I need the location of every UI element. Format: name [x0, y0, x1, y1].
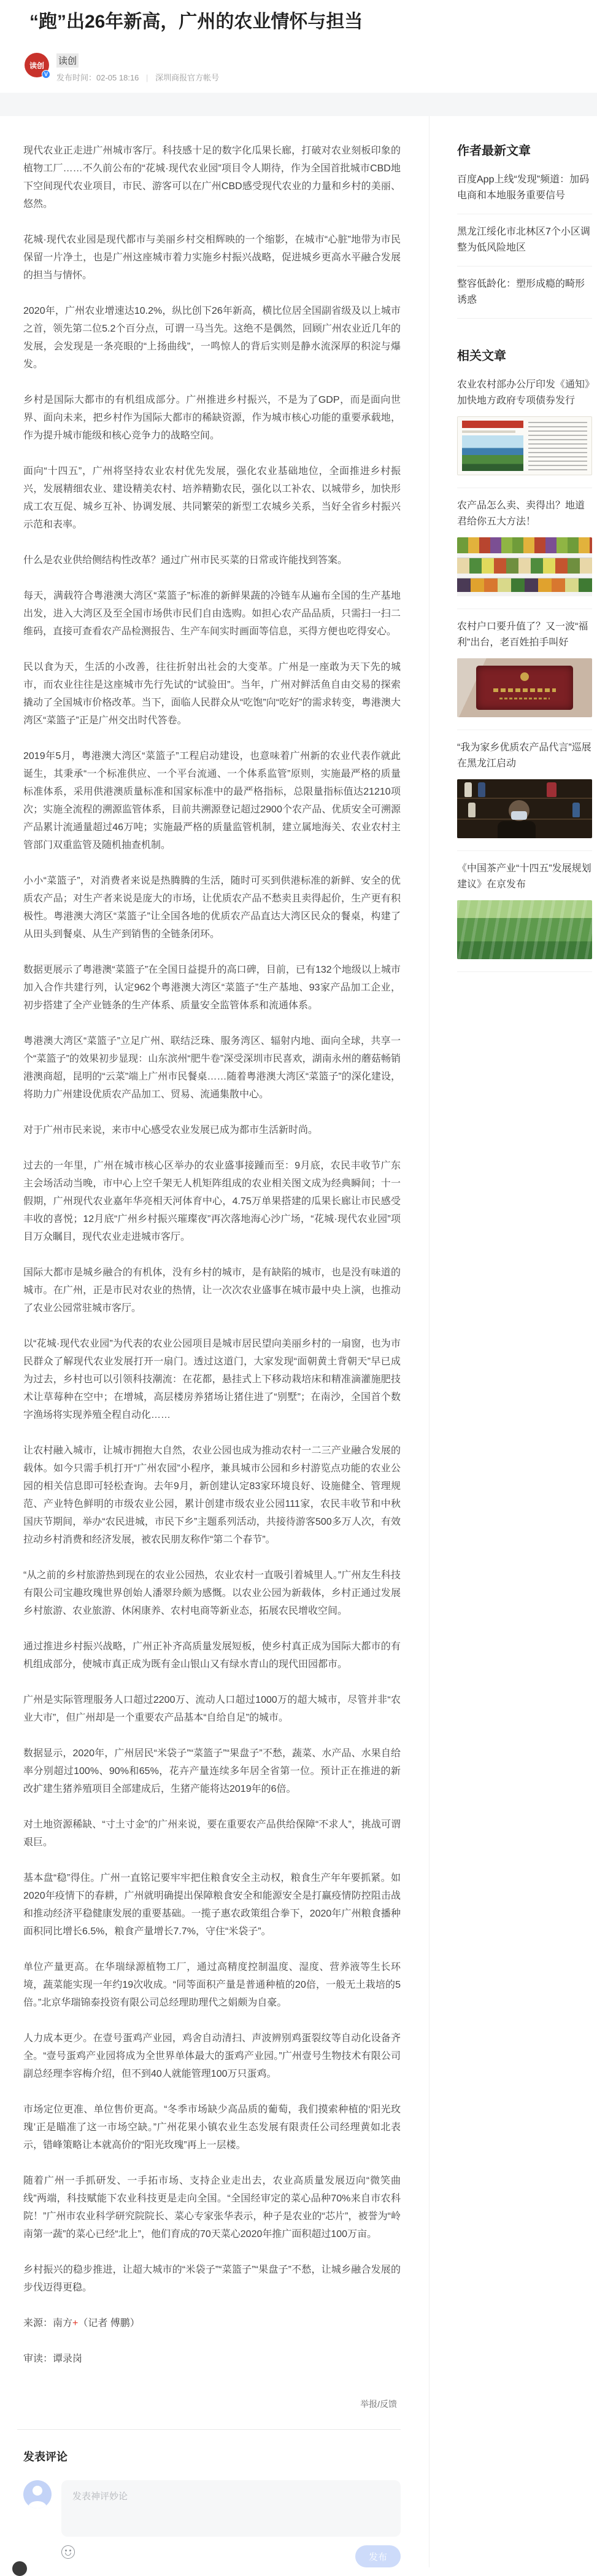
related-article-item[interactable] [457, 730, 592, 851]
related-article-item[interactable] [457, 367, 592, 488]
booklet-subtitle-line [499, 698, 550, 699]
article-body [23, 142, 401, 2297]
article-paragraph: 过去的一年里，广州在城市核心区举办的农业盛事接踵而至：9月底，农民丰收节广东主会场活动当晚，市中心上空千架无人机矩阵组成的农业相关图文成为经典瞬间；十一假期，广州现代农业嘉年华亮相天河体育中心，4.75万单果搭建的瓜果长廊让市民感受丰收的喜悦；12月底“广州乡村振兴璀璨夜”再次落地海心沙广场，“花城·现代农业园”项目万众瞩目，现代农业走进城市客厅。 [23, 1161, 401, 1242]
article-paragraph: 对于广州市民来说，来市中心感受农业发展已成为都市生活新时尚。 [23, 1125, 318, 1135]
related-articles-block [457, 346, 592, 972]
tea-field-thumbnail [457, 900, 592, 959]
magazine-landscape-photo [462, 435, 523, 471]
article-footer [23, 2314, 401, 2368]
content-columns [0, 116, 597, 2567]
emoji-mouth-icon [65, 2553, 71, 2556]
gold-emblem-icon [520, 672, 529, 681]
avatar-partial [12, 2561, 27, 2576]
related-article-item[interactable] [457, 851, 592, 972]
related-article-title: 农业农村部办公厅印发《通知》加快地方政府专项债券发行 [457, 379, 590, 406]
article-paragraph: 小小“菜篮子”，对消费者来说是热腾腾的生活，随时可买到供港标准的新鲜、安全的优质农产品；对生产者来说是庞大的市场，让优质农产品不愁卖且卖得起价，生产更有积极性。粤港澳大湾区“菜篮子”让全国各地的优质农产品直达大湾区民众的餐桌，构建了从田头到餐桌、从生产到销售的全链条闭环。 [23, 876, 401, 940]
sidebar [429, 116, 597, 1009]
related-article-title: “我为家乡优质农产品代言”巡展在黑龙江启动 [457, 742, 591, 769]
main-column [0, 116, 429, 2567]
account-label: 深圳商报官方帐号 [155, 73, 220, 82]
article-paragraph: 每天，满载符合粤港澳大湾区“菜篮子”标准的新鲜果蔬的冷链车从遍布全国的生产基地出发，进入大湾区及至全国市场供市民们自由选购。如担心农产品品质，只需扫一扫二维码，直接可查看农产品检测报告、生产车间实时画面等信息，买得方便也吃得安心。 [23, 591, 401, 637]
author-article-item[interactable]: 整容低龄化：塑形成瘾的畸形诱惑 [457, 267, 592, 319]
bottle [547, 782, 557, 797]
article-paragraph: 国际大都市是城乡融合的有机体，没有乡村的城市，是有缺陷的城市，也是没有味道的城市。在广州，正是市民对农业的热情，让一次次农业盛事在城市最中央上演，也推动了农业公园常驻城市客厅。 [23, 1267, 401, 1313]
related-article-item[interactable] [457, 609, 592, 730]
produce-row [457, 537, 592, 553]
page-title: “跑”出26年新高，广州的农业情怀与担当 [29, 12, 363, 32]
publish-time: 02-05 18:16 [96, 73, 139, 82]
publish-time-label: 发布时间： [56, 73, 97, 82]
article-paragraph: 人力成本更少。在壹号蛋鸡产业园，鸡舍自动清扫、声波辨别鸡蛋裂纹等自动化设备齐全。“壹号蛋鸡产业园将成为全世界单体最大的蛋鸡产业园。”广州壹号生物技术有限公司副总经理李容梅介绍，但不到40人就能管理100万只蛋鸡。 [23, 2033, 401, 2079]
source-plus: + [72, 2318, 79, 2329]
shelf-bar [457, 574, 592, 578]
article-paragraph: 2020年，广州农业增速达10.2%，纵比创下26年新高，横比位居全国副省级及以上城市之首，领先第二位5.2个百分点，可谓一马当先。这绝不是偶然，回顾广州农业近几年的发展，会发现是一条亮眼的“上扬曲线”，一鸣惊人的背后实则是静水流深厚的积淀与爆发。 [23, 306, 401, 370]
article-paragraph: 数据显示，2020年，广州居民“米袋子”“菜篮子”“果盘子”不愁，蔬菜、水产品、水果自给率分别超过100%、90%和65%，花卉产量连续多年居全省第一位。预计正在推进的新改扩建生猪养殖项目全部建成后，生猪产能将达2019年的6倍。 [23, 1748, 401, 1794]
section-divider-band [0, 93, 597, 116]
article-paragraph: 乡村是国际大都市的有机组成部分。广州推进乡村振兴，不是为了GDP，而是面向世界、面向未来，把乡村作为国际大都市的稀缺资源，作为城市核心功能的重要承载地，作为提升城市能级和核心竞争力的战略空间。 [23, 395, 401, 441]
person-body [498, 821, 536, 838]
article-paragraph: 乡村振兴的稳步推进，让超大城市的“米袋子”“菜篮子”“果盘子”不愁，让城乡融合发展的步伐迈得更稳。 [23, 2265, 401, 2293]
article-paragraph: 对土地资源稀缺、“寸土寸金”的广州来说，要在重要农产品供给保障“不求人”，挑战可谓艰巨。 [23, 1819, 401, 1848]
report-row [23, 2397, 401, 2411]
author-info [56, 53, 219, 83]
article-paragraph: 广州是实际管理服务人口超过2200万、流动人口超过1000万的超大城市，尽管并非“农业大市”，但广州却是一个重要农产品基本“自给自足”的城市。 [23, 1695, 401, 1723]
article-paragraph: 随着广州一手抓研发、一手拓市场、支持企业走出去，农业高质量发展迈向“微笑曲线”两端，科技赋能下农业科技更是走向全国。“全国经审定的菜心品种70%来自市农科院！”广州市农业科学研究院院长、菜心专家张华表示，种子是农业的“芯片”，被誉为“岭南第一蔬”的菜心已经“北上”，他们育成的70天菜心2020年推广面积超过100万亩。 [23, 2176, 401, 2239]
related-articles-heading: 相关文章 [457, 349, 506, 363]
magazine-cover-thumbnail [457, 416, 592, 475]
review-line: 审读：谭录岗 [23, 2354, 83, 2364]
article-paragraph: 单位产量更高。在华瑞绿源植物工厂，通过高精度控制温度、湿度、营养液等生长环境，蔬菜能实现一年约19次收成。“同等面积产量是普通种植的20倍，一般无土栽培的5倍。”北京华瑞锦泰投资有限公司总经理助理代之娟颇为自豪。 [23, 1962, 401, 2008]
article-paragraph: 粤港澳大湾区“菜篮子”立足广州、联结泛珠、服务湾区、辐射内地、面向全球，共享一个“菜篮子”的效果初步显现：山东滨州“肥牛卷”深受深圳市民喜欢，湖南永州的蘑菇畅销港澳商超，昆明的“云菜”端上广州市民餐桌……随着粤港澳大湾区“菜篮子”的深化建设，将助力广州建设优质农产品加工、贸易、流通集散中心。 [23, 1036, 401, 1100]
comment-heading: 发表评论 [23, 2451, 67, 2463]
author-avatar[interactable] [25, 53, 49, 77]
article-paragraph: 面向“十四五”，广州将坚持农业农村优先发展，强化农业基础地位，全面推进乡村振兴，发展精细农业、建设精美农村、培养精勤农民，强化以工补农、以城带乡，加快形成工农互促、城乡互补、协调发展、共同繁荣的新型工农城乡关系，当好全省乡村振兴示范和表率。 [23, 466, 401, 530]
related-article-title: 农产品怎么卖、卖得出？地道君给你五大方法！ [457, 500, 585, 527]
article-paragraph: 以“花城·现代农业园”为代表的农业公园项目是城市居民望向美丽乡村的一扇窗，也为市民群众了解现代农业发展打开一扇门。透过这道门，大家发现“面朝黄土背朝天”早已成为过去，乡村也可以引领科技潮流：在花都，悬挂式上下移动栽培床和精准滴灌施肥技术让草莓种在空中；在增城，高层楼房养猪场让猪住进了“别墅”；在南沙，全国首个数字渔场将实现养殖全程自动化…… [23, 1339, 401, 1420]
expo-shelves-thumbnail [457, 779, 592, 838]
author-row [25, 53, 572, 83]
red-booklet [476, 666, 573, 710]
shelf-line [457, 798, 592, 799]
bottle [478, 782, 485, 797]
magazine-text-column [528, 422, 587, 471]
related-article-title: 农村户口要升值了？又一波“福利”出台，老百姓拍手叫好 [457, 621, 588, 648]
publish-button[interactable]: 发布 [355, 2545, 401, 2567]
bottle [464, 782, 472, 797]
bottle [468, 803, 476, 817]
verified-badge-icon: V [42, 70, 50, 79]
article-paragraph: 通过推进乡村振兴战略，广州正补齐高质量发展短板，使乡村真正成为国际大都市的有机组成部分，使城市真正成为既有金山银山又有绿水青山的现代田园都市。 [23, 1641, 401, 1670]
meta-separator: | [146, 73, 148, 82]
article-header [0, 0, 597, 93]
article-paragraph: 花城·现代农业园是现代都市与美丽乡村交相辉映的一个缩影，在城市“心脏”地带为市民保留一片净土，也是广州这座城市着力实施乡村振兴战略，促进城乡更高水平融合发展的担当与情怀。 [23, 235, 401, 281]
article-paragraph: 市场定位更准、单位售价更高。“冬季市场缺少高品质的葡萄，我们摸索种植的‘阳光玫瑰’正是瞄准了这一市场空缺。”广州花果小镇农业生态发展有限责任公司经理黄如北表示，错峰策略让本就高价的“阳光玫瑰”再上一层楼。 [23, 2104, 401, 2150]
author-articles-list [457, 162, 592, 319]
author-article-item[interactable]: 百度App上线“发现”频道：加码电商和本地服务重要信号 [457, 162, 592, 214]
comment-input[interactable] [61, 2480, 401, 2537]
person-head-icon [33, 2486, 42, 2496]
article-paragraph: “从之前的乡村旅游热到现在的农业公园热，农业农村一直吸引着城里人。”广州友生科技有限公司宝趣玫瑰世界创始人潘翠玲颇为感慨。以农业公园为新载体，乡村正通过发展乡村旅游、农业旅游、休闲康养、农村电商等新业态，拓展农民增收空间。 [23, 1570, 401, 1616]
magazine-masthead [462, 421, 523, 428]
related-article-item[interactable] [457, 488, 592, 609]
author-articles-heading: 作者最新文章 [457, 144, 531, 158]
related-article-title: 《中国茶产业“十四五”发展规划建议》在京发布 [457, 863, 591, 890]
person-body-icon [28, 2501, 47, 2508]
article-paragraph: 民以食为天，生活的小改善，往往折射出社会的大变革。广州是一座敢为天下先的城市，而农业往往是这座城市先行先试的“试验田”。当年，广州对鲜活鱼自由交易的探索撬动了全国城市价格改革。当下，面临人民群众从“吃饱”向“吃好”的需求转变，粤港澳大湾区“菜篮子”正是广州交出时代答卷。 [23, 662, 401, 726]
author-article-item[interactable]: 黑龙江绥化市北林区7个小区调整为低风险地区 [457, 214, 592, 267]
comment-toolbar [23, 2545, 401, 2567]
article-paragraph: 什么是农业供给侧结构性改革？通过广州市民买菜的日常或许能找到答案。 [23, 555, 348, 566]
report-feedback-button[interactable]: 举报/反馈 [356, 2397, 401, 2411]
avatar: 读创 [25, 53, 49, 77]
article-paragraph: 让农村融入城市，让城市拥抱大自然，农业公园也成为推动农村一二三产业融合发展的载体。如今只需手机打开“广州农园”小程序，兼具城市公园和乡村游览点功能的农业公园的相关信息即可轻松查询。去年9月，新创建认定83家环境良好、设施健全、管理规范、产业特色鲜明的市级农业公园，累计创建市级农业公园111家，农民丰收节和中秋国庆节期间，举办“农民进城，市民下乡”主题系列活动，共接待游客500多万人次，有效拉动乡村消费和经济发展，被农民朋友称作“第二个春节”。 [23, 1446, 401, 1545]
bottle [572, 803, 580, 817]
produce-row [457, 558, 592, 574]
face-mask [511, 811, 527, 820]
author-name-link[interactable]: 读创 [56, 53, 79, 68]
booklet-title-line [493, 688, 555, 692]
shelf-bar [457, 553, 592, 558]
household-register-thumbnail [457, 658, 592, 717]
user-avatar-icon[interactable] [23, 2480, 52, 2508]
comment-section [23, 2430, 401, 2567]
article-paragraph: 现代农业正走进广州城市客厅。科技感十足的数字化瓜果长廊，打破对农业刻板印象的植物工厂……不久前公布的“花城·现代农业园”项目令人期待，作为全国首批城市CBD地下空间现代农业项目，市民、游客可以在广州CBD感受现代农业的力量和乡村的美丽、悠然。 [23, 146, 401, 209]
shelf-bar [457, 592, 592, 596]
publish-meta [56, 71, 219, 83]
emoji-icon[interactable] [61, 2545, 75, 2559]
comment-editor [23, 2480, 401, 2537]
source-line: 来源：南方+（记者 傅鹏） [23, 2318, 140, 2329]
article-paragraph: 2019年5月，粤港澳大湾区“菜篮子”工程启动建设，也意味着广州新的农业代表作就此诞生，其秉承“一个标准供应、一个平台流通、一个体系监管”原则，实施最严格的质量标准体系，采用供港澳质量标准和国家标准中的最严格指标，总限量指标值达21210项次；实施全流程的溯源监管体系，目前共溯源登记超过2900个农产品、优质安全可溯源产品累计流通量超过46万吨；实施最严格的质量监管机制，建立属地海关、农业农村主管部门双重监管及随机抽查机制。 [23, 751, 401, 850]
article-paragraph: 数据更展示了粤港澳“菜篮子”在全国日益提升的高口碑，目前，已有132个地级以上城市加入合作共建行列，认定962个粤港澳大湾区“菜篮子”生产基地、93家产品加工企业，初步搭建了全产业链条的生产体系、质量安全监管体系和流通体系。 [23, 965, 401, 1011]
produce-shelves-thumbnail [457, 537, 592, 596]
article-paragraph: 基本盘“稳”得住。广州一直铭记要牢牢把住粮食安全主动权，粮食生产年年要抓紧。如2020年疫情下的春耕，广州就明确提出保障粮食安全和能源安全是打赢疫情防控阻击战和推动经济平稳健康发展的重要基础。一揽子惠农政策组合拳下，2020年广州粮食播种面积同比增长6.5%，粮食产量增长7.7%，守住“米袋子”。 [23, 1873, 401, 1937]
magazine-subtitle-line [462, 430, 515, 433]
